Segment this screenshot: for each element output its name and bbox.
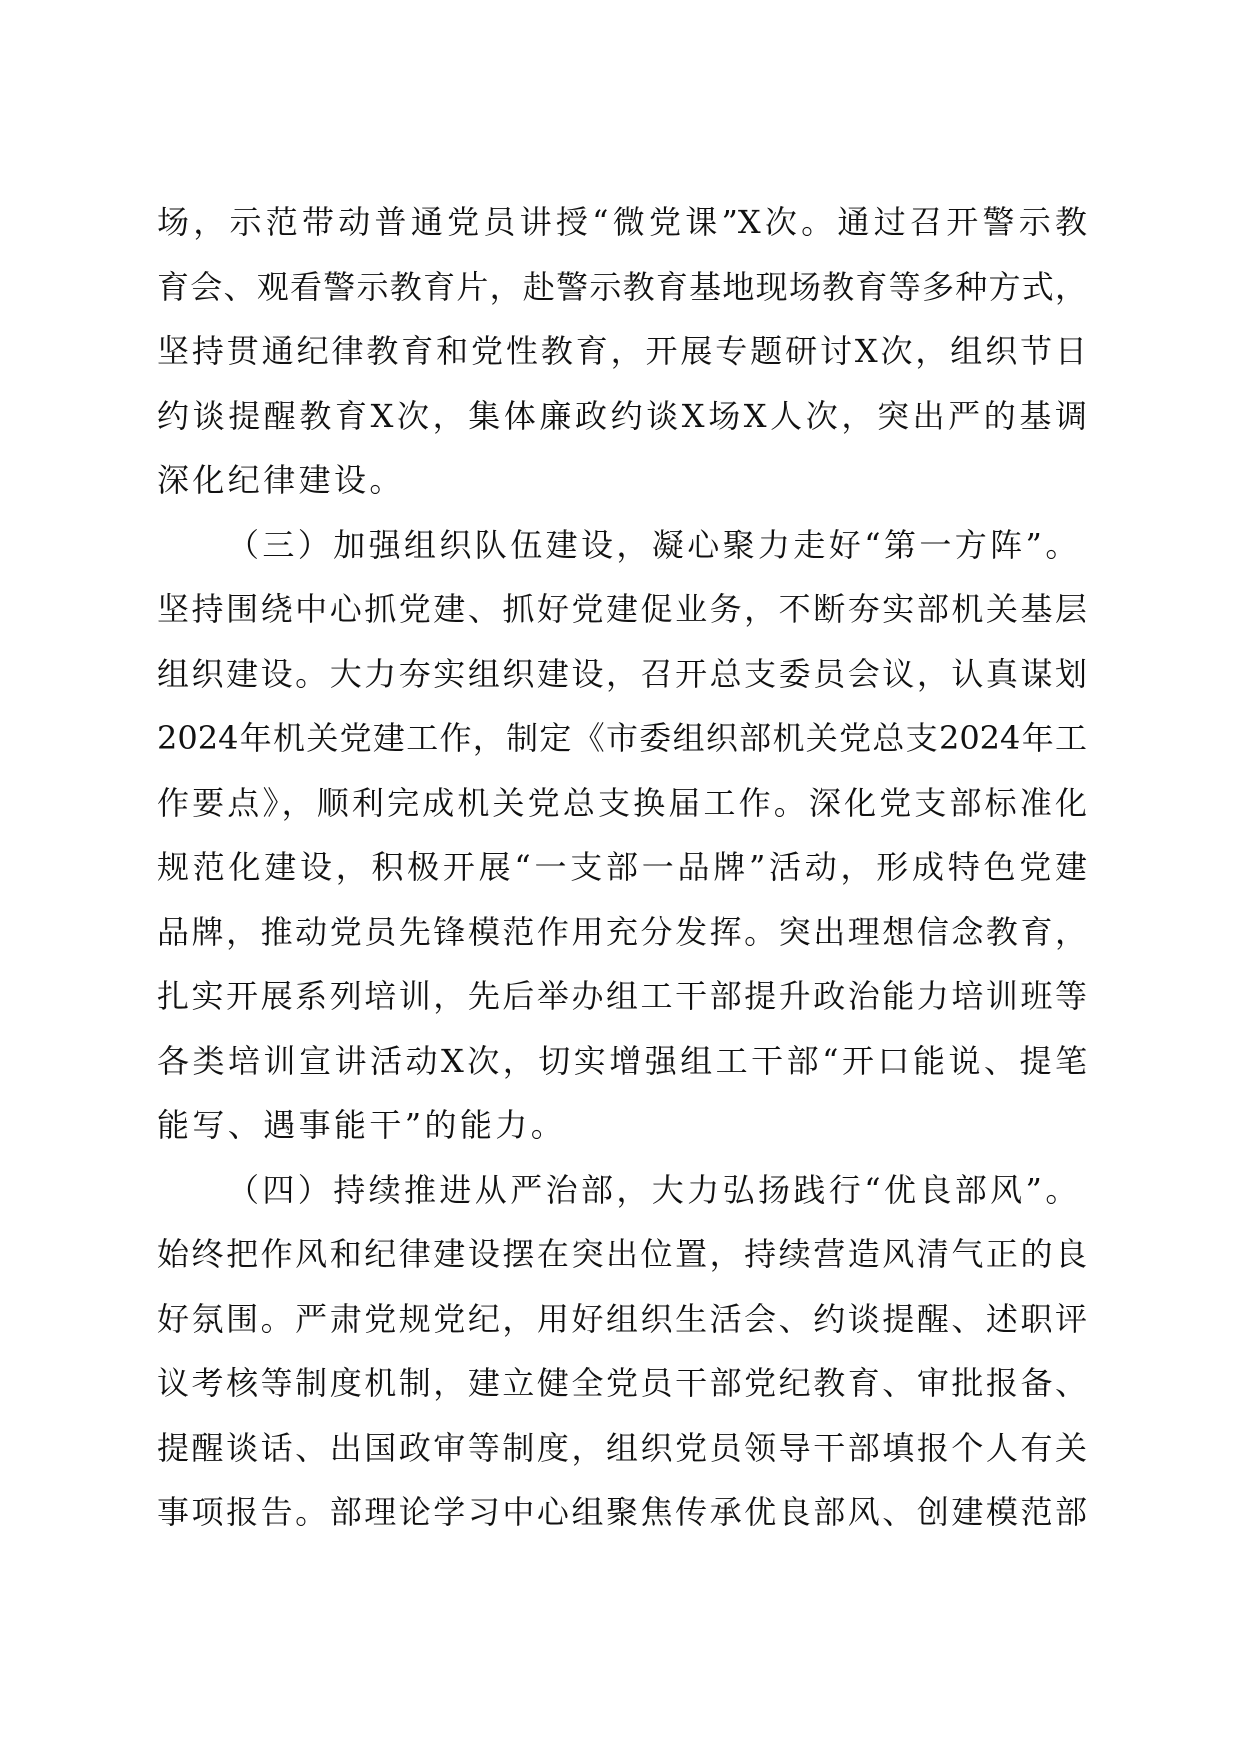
body-line: 深化纪律建设。 — [157, 461, 405, 499]
body-line: 坚持围绕中心抓党建、抓好党建促业务，不断夯实部机关基层 — [157, 590, 1087, 628]
body-line: 始终把作风和纪律建设摆在突出位置，持续营造风清气正的良 — [157, 1235, 1087, 1273]
body-line: 议考核等制度机制，建立健全党员干部党纪教育、审批报备、 — [157, 1364, 1087, 1402]
body-line: 育会、观看警示教育片，赴警示教育基地现场教育等多种方式， — [157, 267, 1087, 306]
body-line: 约谈提醒教育X次，集体廉政约谈X场X人次，突出严的基调 — [157, 396, 1087, 435]
body-line: 事项报告。部理论学习中心组聚焦传承优良部风、创建模范部 — [157, 1493, 1087, 1531]
body-line: 场，示范带动普通党员讲授“微党课”X次。通过召开警示教 — [157, 203, 1087, 241]
body-line: 规范化建设，积极开展“一支部一品牌”活动，形成特色党建 — [157, 848, 1087, 886]
body-line: 能写、遇事能干”的能力。 — [157, 1106, 567, 1144]
body-line: 各类培训宣讲活动X次，切实增强组工干部“开口能说、提笔 — [157, 1041, 1087, 1080]
body-line: 组织建设。大力夯实组织建设，召开总支委员会议，认真谋划 — [157, 654, 1087, 693]
section-heading-four: （四）持续推进从严治部，大力弘扬践行“优良部风”。 — [227, 1170, 1081, 1209]
body-line: 提醒谈话、出国政审等制度，组织党员领导干部填报个人有关 — [157, 1428, 1087, 1467]
body-line: 好氛围。严肃党规党纪，用好组织生活会、约谈提醒、述职评 — [157, 1299, 1087, 1338]
body-line: 品牌，推动党员先锋模范作用充分发挥。突出理想信念教育， — [157, 912, 1087, 951]
body-line: 坚持贯通纪律教育和党性教育，开展专题研讨X次，组织节日 — [157, 332, 1087, 370]
body-line: 2024年机关党建工作，制定《市委组织部机关党总支2024年工 — [157, 719, 1087, 757]
body-line: 扎实开展系列培训，先后举办组工干部提升政治能力培训班等 — [157, 977, 1087, 1015]
section-heading-three: （三）加强组织队伍建设，凝心聚力走好“第一方阵”。 — [227, 525, 1081, 564]
body-line: 作要点》，顺利完成机关党总支换届工作。深化党支部标准化 — [157, 783, 1087, 822]
document-body — [157, 190, 1087, 1545]
